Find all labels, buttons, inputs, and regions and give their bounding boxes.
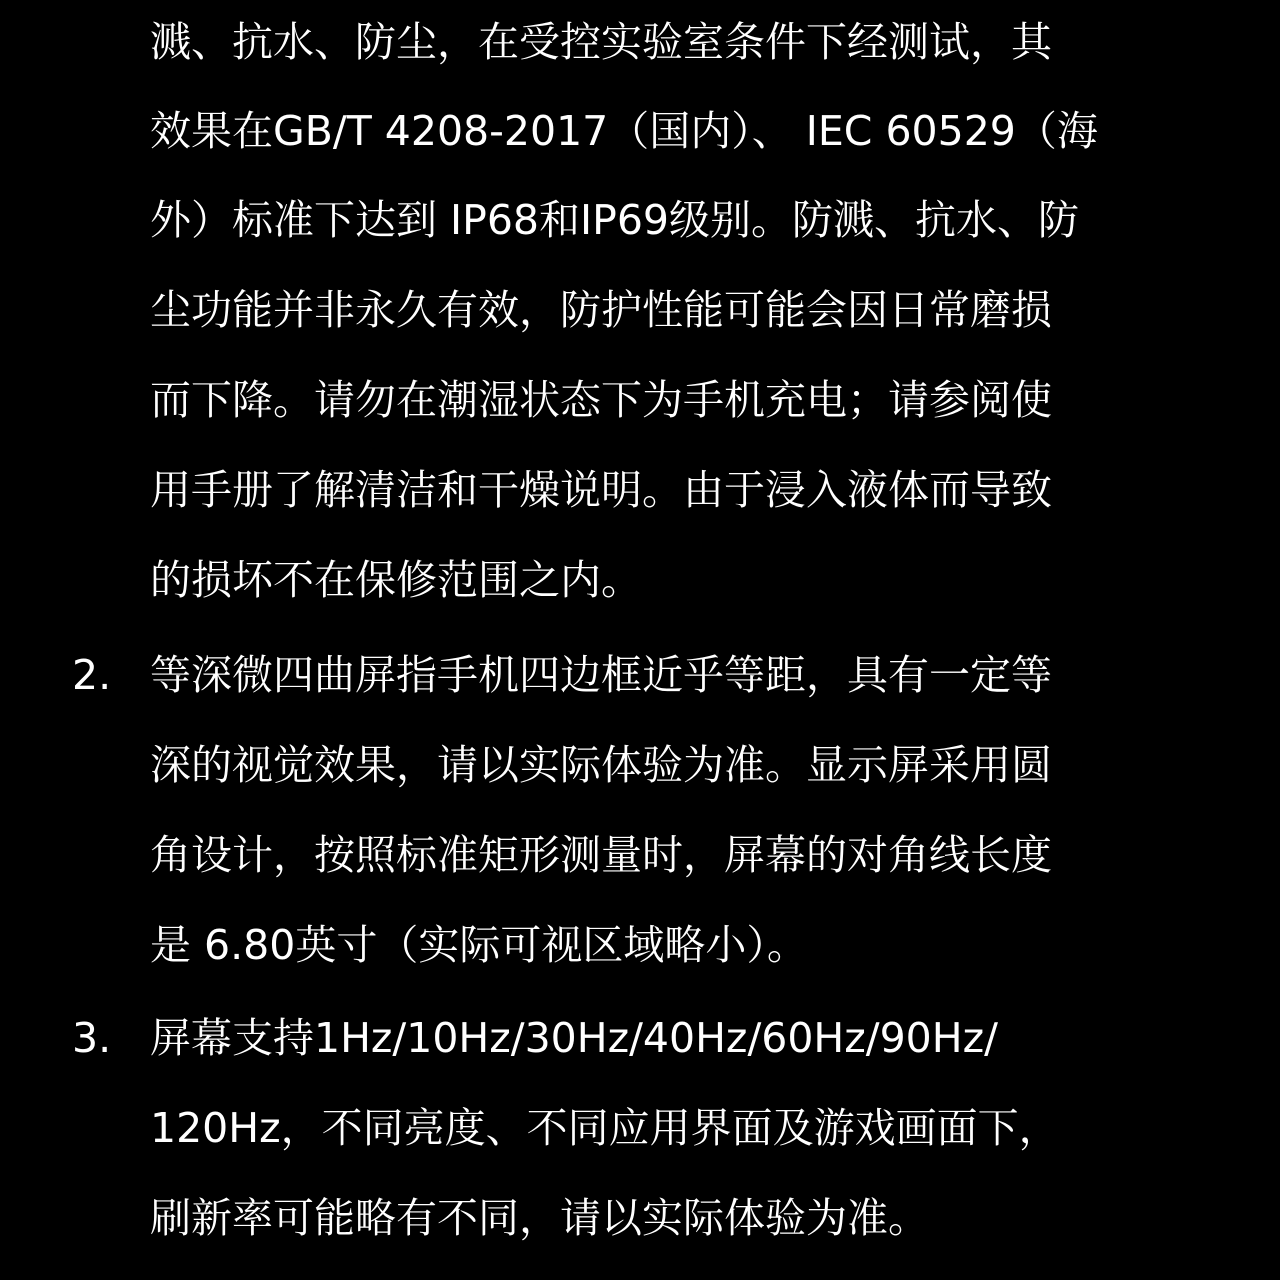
note-1-line-4: 尘功能并非永久有效，防护性能可能会因日常磨损 [150, 286, 1052, 334]
note-2-line-4: 是 6.80英寸（实际可视区域略小）。 [150, 921, 808, 969]
note-1-line-3: 外）标准下达到 IP68和IP69级别。防溅、抗水、防 [150, 196, 1080, 244]
note-3-line-3: 刷新率可能略有不同，请以实际体验为准。 [150, 1194, 929, 1242]
note-1-line-5: 而下降。请勿在潮湿状态下为手机充电；请参阅使 [150, 376, 1052, 424]
note-3-line-1: 屏幕支持1Hz/10Hz/30Hz/40Hz/60Hz/90Hz/ [150, 1014, 998, 1062]
note-2-number: 2. [72, 651, 112, 699]
note-2-line-2: 深的视觉效果，请以实际体验为准。显示屏采用圆 [150, 741, 1052, 789]
note-2-line-3: 角设计，按照标准矩形测量时，屏幕的对角线长度 [150, 831, 1052, 879]
note-3-line-2: 120Hz，不同亮度、不同应用界面及游戏画面下， [150, 1104, 1060, 1152]
note-1-line-7: 的损坏不在保修范围之内。 [150, 556, 642, 604]
note-1-line-2: 效果在GB/T 4208-2017（国内）、 IEC 60529（海 [150, 107, 1098, 155]
note-1-line-6: 用手册了解清洁和干燥说明。由于浸入液体而导致 [150, 466, 1052, 514]
note-2-line-1: 等深微四曲屏指手机四边框近乎等距，具有一定等 [150, 651, 1052, 699]
note-1-line-1: 溅、抗水、防尘，在受控实验室条件下经测试，其 [150, 18, 1052, 66]
note-3-number: 3. [72, 1014, 112, 1062]
